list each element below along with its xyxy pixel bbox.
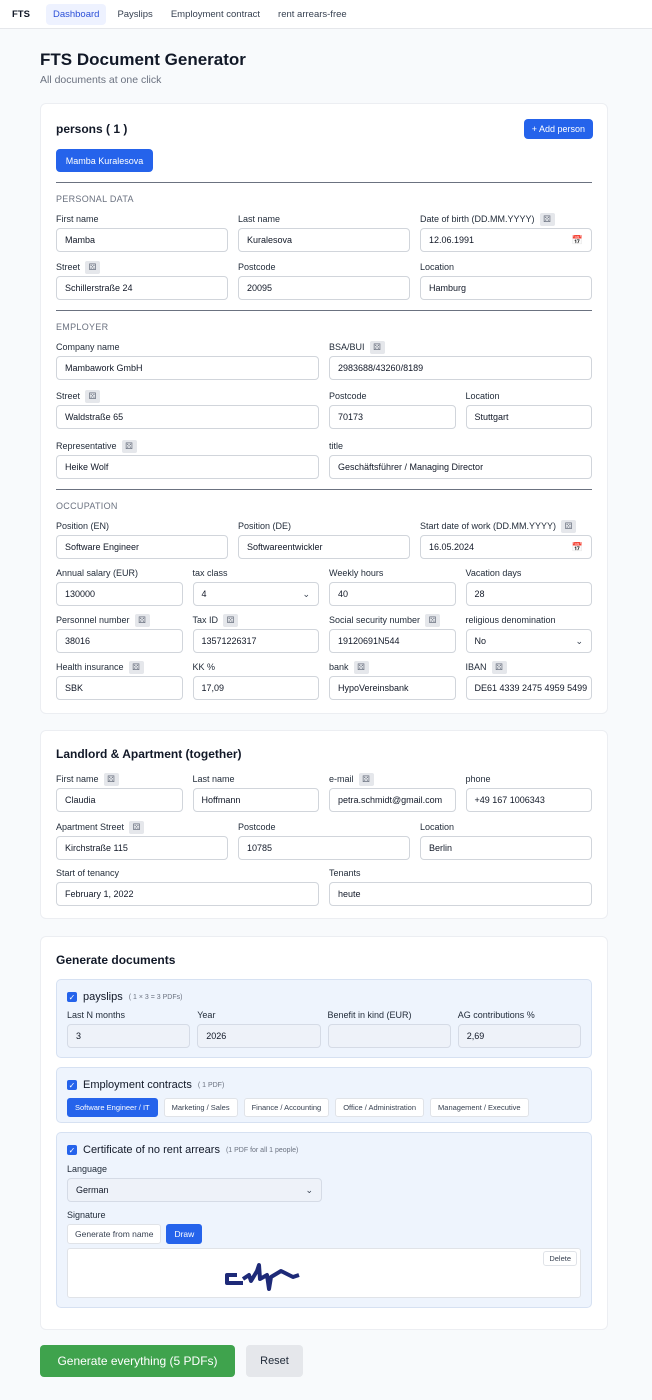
dice-icon[interactable]: ⚄ <box>425 614 440 627</box>
year-input[interactable]: 2026 <box>197 1024 320 1048</box>
company-input[interactable]: Mambawork GmbH <box>56 356 319 380</box>
employer-postcode-label: Postcode <box>329 391 367 401</box>
health-label: Health insurance <box>56 662 124 672</box>
tax-id-label: Tax ID <box>192 615 219 625</box>
start-date-label: Start date of work (DD.MM.YYYY) <box>420 521 557 531</box>
draw-button[interactable]: Draw <box>166 1224 202 1244</box>
ssn-label: Social security number <box>329 615 421 625</box>
last-name-input[interactable]: Kuralesova <box>238 228 410 252</box>
chevron-down-icon: ⌄ <box>302 588 310 599</box>
dice-icon[interactable]: ⚄ <box>85 261 100 274</box>
hours-label: Weekly hours <box>329 568 384 578</box>
tenancy-input[interactable]: February 1, 2022 <box>56 882 319 906</box>
delete-signature-button[interactable]: Delete <box>543 1251 577 1266</box>
phone-input[interactable]: +49 167 1006343 <box>466 788 593 812</box>
first-name-input[interactable]: Mamba <box>56 228 228 252</box>
chevron-down-icon: ⌄ <box>575 635 583 646</box>
rep-title-label: title <box>329 441 344 451</box>
position-de-input[interactable]: Softwareentwickler <box>238 535 410 559</box>
tenancy-label: Start of tenancy <box>56 868 120 878</box>
dice-icon[interactable]: ⚄ <box>104 773 119 786</box>
bsa-label: BSA/BUI <box>329 342 365 352</box>
signature-canvas[interactable] <box>67 1248 581 1298</box>
iban-label: IBAN <box>465 662 487 672</box>
landlord-card <box>40 730 608 919</box>
dice-icon[interactable]: ⚄ <box>359 773 374 786</box>
contract-option[interactable]: Finance / Accounting <box>244 1098 330 1117</box>
nav-employment-contract[interactable]: Employment contract <box>170 8 261 20</box>
rep-title-input[interactable]: Geschäftsführer / Managing Director <box>329 455 592 479</box>
position-de-label: Position (DE) <box>238 521 292 531</box>
nav-payslips[interactable]: Payslips <box>117 8 153 20</box>
benefit-input[interactable] <box>328 1024 451 1048</box>
employer-postcode-input[interactable]: 70173 <box>329 405 456 429</box>
payslips-note: ( 1 × 3 = 3 PDFs) <box>128 993 183 1001</box>
landlord-first-name-input[interactable]: Claudia <box>56 788 183 812</box>
contracts-checkbox[interactable]: ✓ <box>68 1080 76 1090</box>
chevron-down-icon: ⌄ <box>305 1184 313 1195</box>
ssn-input[interactable]: 19120691N544 <box>329 629 456 653</box>
religion-value: No <box>474 636 487 646</box>
language-label: Language <box>67 1164 108 1174</box>
year-label: Year <box>197 1010 216 1020</box>
vacation-input[interactable]: 28 <box>466 582 593 606</box>
street-label: Street <box>56 262 81 272</box>
contract-option[interactable]: Software Engineer / IT <box>67 1098 158 1117</box>
contracts-note: ( 1 PDF) <box>197 1081 225 1089</box>
generate-from-name-button[interactable]: Generate from name <box>67 1224 161 1244</box>
apartment-location-label: Location <box>420 822 455 832</box>
landlord-first-name-label: First name <box>56 774 99 784</box>
hours-input[interactable]: 40 <box>329 582 456 606</box>
section-employer: EMPLOYER <box>56 322 109 332</box>
payslips-box <box>56 979 592 1058</box>
section-personal-data: PERSONAL DATA <box>56 194 134 204</box>
apartment-postcode-label: Postcode <box>238 822 276 832</box>
location-input[interactable]: Hamburg <box>420 276 592 300</box>
landlord-last-name-label: Last name <box>192 774 235 784</box>
ag-input[interactable]: 2,69 <box>458 1024 581 1048</box>
personnel-input[interactable]: 38016 <box>56 629 183 653</box>
bank-input[interactable]: HypoVereinsbank <box>329 676 456 700</box>
location-label: Location <box>420 262 455 272</box>
kk-input[interactable]: 17,09 <box>193 676 320 700</box>
salary-label: Annual salary (EUR) <box>56 568 139 578</box>
start-date-value: 16.05.2024 <box>429 542 475 552</box>
language-value: German <box>76 1185 109 1195</box>
kk-label: KK % <box>192 662 216 672</box>
vacation-label: Vacation days <box>465 568 522 578</box>
contract-option[interactable]: Management / Executive <box>430 1098 529 1117</box>
ag-label: AG contributions % <box>457 1010 535 1020</box>
language-select[interactable] <box>67 1178 322 1202</box>
generate-title: Generate documents <box>56 953 176 967</box>
religion-label: religious denomination <box>465 615 556 625</box>
bank-label: bank <box>329 662 349 672</box>
generate-everything-button[interactable]: Generate everything (5 PDFs) <box>40 1345 235 1377</box>
apartment-street-label: Apartment Street <box>56 822 125 832</box>
contracts-box <box>56 1067 592 1123</box>
personnel-label: Personnel number <box>56 615 130 625</box>
apartment-location-input[interactable]: Berlin <box>420 836 592 860</box>
employer-location-label: Location <box>465 391 500 401</box>
bsa-input[interactable]: 2983688/43260/8189 <box>329 356 592 380</box>
dice-icon[interactable]: ⚄ <box>135 614 150 627</box>
representative-input[interactable]: Heike Wolf <box>56 455 319 479</box>
section-occupation: OCCUPATION <box>56 501 118 511</box>
postcode-label: Postcode <box>238 262 276 272</box>
top-nav <box>0 0 652 29</box>
persons-card <box>40 103 608 714</box>
divider <box>56 489 592 490</box>
contracts-label: Employment contracts <box>83 1079 192 1091</box>
salary-input[interactable]: 130000 <box>56 582 183 606</box>
last-name-label: Last name <box>238 214 281 224</box>
dice-icon[interactable]: ⚄ <box>122 440 137 453</box>
signature-drawing <box>223 1261 308 1293</box>
position-en-label: Position (EN) <box>56 521 110 531</box>
dice-icon[interactable]: ⚄ <box>561 520 576 533</box>
dice-icon[interactable]: ⚄ <box>370 341 385 354</box>
first-name-label: First name <box>56 214 99 224</box>
employer-location-input[interactable]: Stuttgart <box>466 405 593 429</box>
certificate-box <box>56 1132 592 1308</box>
email-label: e-mail <box>329 774 354 784</box>
health-input[interactable]: SBK <box>56 676 183 700</box>
tax-class-value: 4 <box>201 589 207 599</box>
dob-input[interactable] <box>420 228 592 252</box>
certificate-note: (1 PDF for all 1 people) <box>225 1146 299 1154</box>
apartment-postcode-input[interactable]: 10785 <box>238 836 410 860</box>
divider <box>56 182 592 183</box>
certificate-checkbox[interactable]: ✓ <box>68 1145 76 1155</box>
calendar-icon[interactable]: 📅 <box>571 234 583 245</box>
dob-label: Date of birth (DD.MM.YYYY) <box>420 214 535 224</box>
certificate-label: Certificate of no rent arrears <box>83 1144 220 1156</box>
dice-icon[interactable]: ⚄ <box>223 614 238 627</box>
representative-label: Representative <box>56 441 117 451</box>
tenants-input[interactable]: heute <box>329 882 592 906</box>
company-label: Company name <box>56 342 120 352</box>
tax-id-input[interactable]: 13571226317 <box>193 629 320 653</box>
religion-select[interactable] <box>466 629 593 653</box>
tax-class-select[interactable] <box>193 582 320 606</box>
contract-option[interactable]: Marketing / Sales <box>164 1098 238 1117</box>
nav-dashboard[interactable]: Dashboard <box>46 4 106 25</box>
tax-class-label: tax class <box>192 568 228 578</box>
persons-title: persons ( 1 ) <box>56 122 128 136</box>
start-date-input[interactable] <box>420 535 592 559</box>
dob-value: 12.06.1991 <box>429 235 475 245</box>
dice-icon[interactable]: ⚄ <box>540 213 555 226</box>
landlord-title: Landlord & Apartment (together) <box>56 747 242 761</box>
phone-label: phone <box>465 774 491 784</box>
apartment-street-input[interactable]: Kirchstraße 115 <box>56 836 228 860</box>
nav-rent-arrears-free[interactable]: rent arrears-free <box>278 8 347 20</box>
email-input[interactable]: petra.schmidt@gmail.com <box>329 788 456 812</box>
page-title: FTS Document Generator <box>40 50 246 69</box>
dice-icon[interactable]: ⚄ <box>129 821 144 834</box>
employer-street-label: Street <box>56 391 81 401</box>
tenants-label: Tenants <box>329 868 361 878</box>
page-subtitle: All documents at one click <box>40 74 162 86</box>
contract-option[interactable]: Office / Administration <box>335 1098 424 1117</box>
dice-icon[interactable]: ⚄ <box>354 661 369 674</box>
payslips-label: payslips <box>83 991 123 1003</box>
brand-logo[interactable]: FTS <box>12 8 30 20</box>
person-tab[interactable]: Mamba Kuralesova <box>56 149 153 172</box>
dice-icon[interactable]: ⚄ <box>492 661 507 674</box>
months-label: Last N months <box>67 1010 126 1020</box>
dice-icon[interactable]: ⚄ <box>129 661 144 674</box>
payslips-checkbox[interactable]: ✓ <box>68 992 76 1002</box>
benefit-label: Benefit in kind (EUR) <box>327 1010 412 1020</box>
months-input[interactable]: 3 <box>67 1024 190 1048</box>
calendar-icon[interactable]: 📅 <box>571 541 583 552</box>
street-input[interactable]: Schillerstraße 24 <box>56 276 228 300</box>
dice-icon[interactable]: ⚄ <box>85 390 100 403</box>
add-person-button[interactable]: + Add person <box>524 119 593 139</box>
signature-label: Signature <box>67 1210 106 1220</box>
reset-button[interactable]: Reset <box>246 1345 303 1377</box>
employer-street-input[interactable]: Waldstraße 65 <box>56 405 319 429</box>
landlord-last-name-input[interactable]: Hoffmann <box>193 788 320 812</box>
position-en-input[interactable]: Software Engineer <box>56 535 228 559</box>
divider <box>56 310 592 311</box>
postcode-input[interactable]: 20095 <box>238 276 410 300</box>
iban-input[interactable]: DE61 4339 2475 4959 5499 <box>466 676 593 700</box>
generate-card <box>40 936 608 1330</box>
